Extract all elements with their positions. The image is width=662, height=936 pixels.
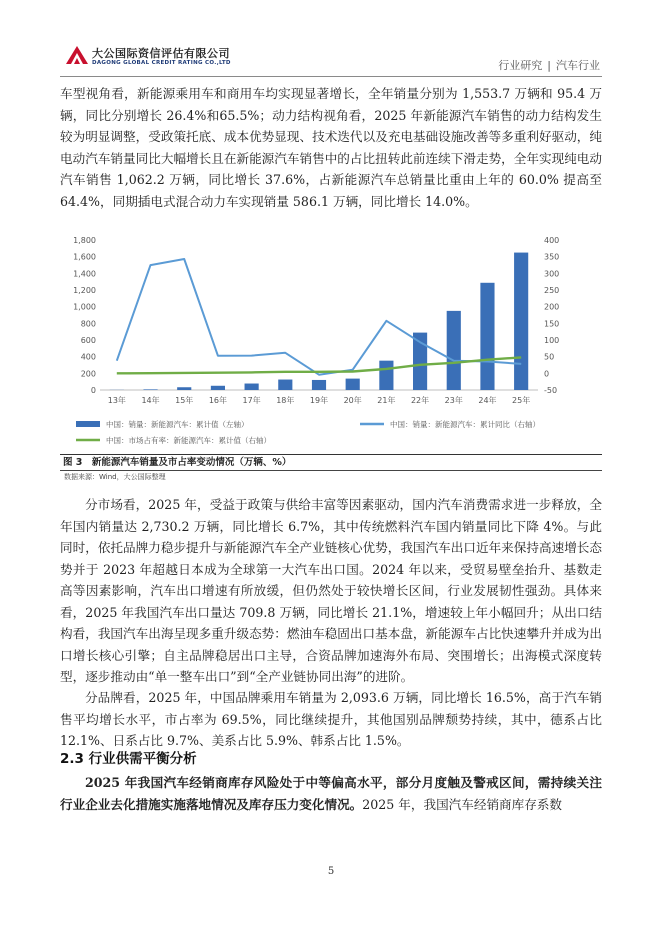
bar-ev-sales xyxy=(480,283,494,390)
legend-label: 中国：销量：新能源汽车：累计值（左轴） xyxy=(106,420,249,429)
x-axis-tick-label: 20年 xyxy=(343,396,362,405)
x-axis-tick-label: 13年 xyxy=(107,396,126,405)
page-header xyxy=(0,0,662,80)
right-axis-tick-label: 350 xyxy=(544,252,560,262)
ev-sales-chart xyxy=(60,225,602,453)
left-axis-tick-label: 1,800 xyxy=(73,236,96,245)
inventory-text: 2025 年，我国汽车经销商库存系数 xyxy=(362,796,563,812)
inventory-key-finding: 2025 年我国汽车经销商库存风险处于中等偏高水平，部分月度触及警戒区间，需持续关注行业企业去化措施实施落地情况及库存压力变化情况。 xyxy=(60,775,602,812)
x-axis-tick-label: 18年 xyxy=(276,396,295,405)
paragraph-inventory xyxy=(60,772,602,815)
bar-ev-sales xyxy=(177,387,191,390)
bar-ev-sales xyxy=(143,389,157,390)
left-axis-tick-label: 1,200 xyxy=(73,286,96,295)
bar-ev-sales xyxy=(379,361,393,390)
chart-svg xyxy=(60,225,602,453)
right-axis-tick-label: 300 xyxy=(544,269,560,279)
left-axis-tick-label: 600 xyxy=(80,336,96,345)
right-axis-tick-label: 0 xyxy=(544,369,550,379)
report-industry: 汽车行业 xyxy=(556,59,600,72)
bar-ev-sales xyxy=(278,380,292,390)
left-axis-tick-label: 800 xyxy=(80,319,96,329)
bar-ev-sales xyxy=(312,380,326,390)
header-divider xyxy=(60,76,602,77)
right-axis-tick-label: 150 xyxy=(544,319,560,329)
left-axis-tick-label: 1,400 xyxy=(73,269,96,279)
paragraph-market: 分市场看，2025 年，受益于政策与供给丰富等因素驱动，国内汽车消费需求进一步释放，全年国内销量达 2,730.2 万辆，同比增长 6.7%，其中传统燃料汽车国内销量同比下降 4%。与此同时，依托品牌力稳步提升与新能源汽车全产业链核心优势，我国汽车出口近年来保持高速增长态势并于 2023 年超越日本成为全球第一大汽车出口国。2024 年以来，受贸易壁垒抬升、基数走高等因素影响，汽车出口增速有所放缓，但仍然处于较快增长区间，行业发展韧性强劲。具体来看，2025 年我国汽车出口量达 709.8 万辆，同比增长 21.1%，增速较上年小幅回升；从出口结构看，我国汽车出海呈现多重升级态势：燃油车稳固出口基本盘，新能源车占比快速攀升并成为出口增长核心引擎；自主品牌稳居出口主导，合资品牌加速海外布局、突围增长；出海模式深度转型，逐步推动由“单一整车出口”到“全产业链协同出海”的进阶。 xyxy=(60,497,602,684)
x-axis-tick-label: 24年 xyxy=(478,396,497,405)
figure-source: 数据来源：Wind，大公国际整理 xyxy=(64,473,166,481)
right-axis-tick-label: 50 xyxy=(544,352,555,362)
right-axis-tick-label: 200 xyxy=(544,302,560,312)
report-section: 行业研究 xyxy=(498,59,543,72)
company-name-en: DAGONG GLOBAL CREDIT RATING CO.,LTD xyxy=(92,60,231,66)
left-axis-tick-label: 1,600 xyxy=(73,252,96,262)
x-axis-tick-label: 25年 xyxy=(512,396,531,405)
right-axis-tick-label: 250 xyxy=(544,286,560,295)
left-axis-tick-label: 400 xyxy=(80,352,96,362)
legend-label: 中国：市场占有率：新能源汽车：累计值（右轴） xyxy=(106,436,271,445)
x-axis-tick-label: 17年 xyxy=(242,396,261,405)
bar-ev-sales xyxy=(211,386,225,390)
x-axis-tick-label: 21年 xyxy=(377,396,396,405)
section-heading: 2.3 行业供需平衡分析 xyxy=(60,751,197,767)
paragraph-ev-structure: 车型视角看，新能源乘用车和商用车均实现显著增长，全年销量分别为 1,553.7 万辆和 95.4 万辆，同比分别增长 26.4%和65.5%；动力结构视角看，2025 年新能源汽车销售的动力结构发生较为明显调整，受政策托底、成本优势显现、技术迭代以及充电基础设施改善等多重利好驱动，纯电动汽车销量同比大幅增长且在新能源汽车销售中的占比扭转此前连续下滑走势，全年实现纯电动汽车销售 1,062.2 万辆，同比增长 37.6%，占新能源汽车总销量比重由上年的 60.0% 提高至 64.4%，同期插电式混合动力车实现销量 586.1 万辆，同比增长 14.0%。 xyxy=(60,86,602,209)
left-axis-tick-label: 1,000 xyxy=(73,302,96,312)
page-number: 5 xyxy=(327,866,335,877)
report-category xyxy=(498,57,600,73)
paragraph-brand: 分品牌看，2025 年，中国品牌乘用车销量为 2,093.6 万辆，同比增长 16.5%，高于汽车销售平均增长水平，市占率为 69.5%，同比继续提升，其他国别品牌颓势持续，其中，德系占比 12.1%、日系占比 9.7%、美系占比 5.9%、韩系占比 1.5%。 xyxy=(60,690,602,748)
left-axis-tick-label: 200 xyxy=(80,369,96,379)
header-separator: | xyxy=(547,59,551,72)
legend-label: 中国：销量：新能源汽车：累计同比（右轴） xyxy=(390,420,540,429)
x-axis-tick-label: 15年 xyxy=(175,396,194,405)
x-axis-tick-label: 23年 xyxy=(444,396,463,405)
x-axis-tick-label: 14年 xyxy=(141,396,160,405)
bar-ev-sales xyxy=(346,379,360,390)
legend-swatch-bar xyxy=(76,421,100,427)
x-axis-tick-label: 19年 xyxy=(309,396,329,405)
x-axis-tick-label: 16年 xyxy=(208,396,228,405)
right-axis-tick-label: 100 xyxy=(544,336,560,345)
right-axis-tick-label: -50 xyxy=(544,386,558,395)
bar-ev-sales xyxy=(245,384,259,390)
bar-ev-sales xyxy=(514,253,528,390)
right-axis-tick-label: 400 xyxy=(544,236,560,245)
x-axis-tick-label: 22年 xyxy=(410,396,430,405)
figure-caption-text: 图 3 新能源汽车销量及市占率变动情况（万辆、%） xyxy=(63,457,292,468)
bar-ev-sales xyxy=(447,311,461,390)
figure-caption xyxy=(60,454,602,471)
left-axis-tick-label: 0 xyxy=(90,386,96,395)
company-name-cn: 大公国际资信评估有限公司 xyxy=(92,47,230,60)
dagong-logo-icon xyxy=(64,44,90,66)
